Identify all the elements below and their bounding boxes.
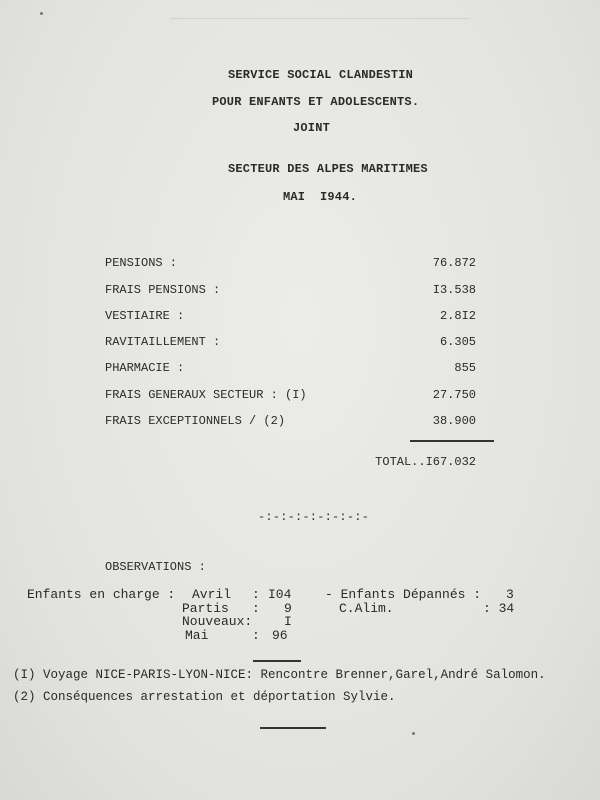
header-line-3: JOINT — [293, 121, 331, 135]
separator: -:-:-:-:-:-:-:- — [258, 510, 370, 524]
footnote-2: (2) Conséquences arrestation et déportation Sylvie. — [13, 690, 396, 704]
end-rule — [260, 727, 326, 729]
expense-label: FRAIS GENERAUX SECTEUR : (I) — [105, 388, 307, 402]
total-rule — [410, 440, 494, 442]
total-line: TOTAL..I67.032 — [375, 455, 476, 469]
header-line-1: SERVICE SOCIAL CLANDESTIN — [228, 68, 414, 82]
expense-amount: 6.305 — [439, 335, 476, 349]
expense-amount: 38.900 — [432, 414, 476, 428]
obs-right-label: - Enfants Dépannés : — [325, 587, 482, 602]
expense-amount: I3.538 — [432, 283, 476, 297]
children-in-care-label: Enfants en charge : — [27, 587, 176, 602]
expense-amount: 2.8I2 — [439, 309, 476, 323]
paper-speck — [40, 12, 43, 15]
expense-amount: 27.750 — [432, 388, 476, 402]
obs-colon: : — [252, 601, 260, 616]
obs-row-value: I04 — [268, 587, 292, 602]
expense-amount: 855 — [454, 361, 476, 375]
expense-amount: 76.872 — [432, 256, 476, 270]
obs-row-label: Nouveaux: — [182, 614, 253, 629]
observations-title: OBSERVATIONS : — [105, 560, 206, 574]
header-line-2: POUR ENFANTS ET ADOLESCENTS. — [212, 95, 420, 109]
expense-label: PENSIONS : — [105, 256, 178, 270]
obs-row-value: I — [284, 614, 292, 629]
expense-label: FRAIS EXCEPTIONNELS / (2) — [105, 414, 286, 428]
obs-right-label: C.Alim. — [339, 601, 394, 616]
obs-right-value: : 34 — [483, 601, 515, 616]
obs-colon: : — [252, 628, 260, 643]
expense-label: PHARMACIE : — [105, 361, 185, 375]
paper-speck — [412, 732, 415, 735]
expense-label: RAVITAILLEMENT : — [105, 335, 221, 349]
obs-row-value: 96 — [272, 628, 288, 643]
expense-label: VESTIAIRE : — [105, 309, 185, 323]
bleed-through-artifact — [170, 18, 470, 59]
footnote-1: (I) Voyage NICE-PARIS-LYON-NICE: Rencontre Brenner,Garel,André Salomon. — [13, 668, 546, 682]
obs-right-value: 3 — [506, 587, 514, 602]
obs-row-label: Avril — [192, 587, 232, 602]
header-sector: SECTEUR DES ALPES MARITIMES — [228, 162, 428, 176]
obs-colon: : — [252, 587, 260, 602]
obs-row-label: Mai — [185, 628, 209, 643]
notes-rule — [253, 660, 301, 662]
expense-label: FRAIS PENSIONS : — [105, 283, 221, 297]
header-date: MAI I944. — [283, 190, 358, 204]
obs-row-value: 9 — [284, 601, 292, 616]
obs-row-label: Partis — [182, 601, 229, 616]
